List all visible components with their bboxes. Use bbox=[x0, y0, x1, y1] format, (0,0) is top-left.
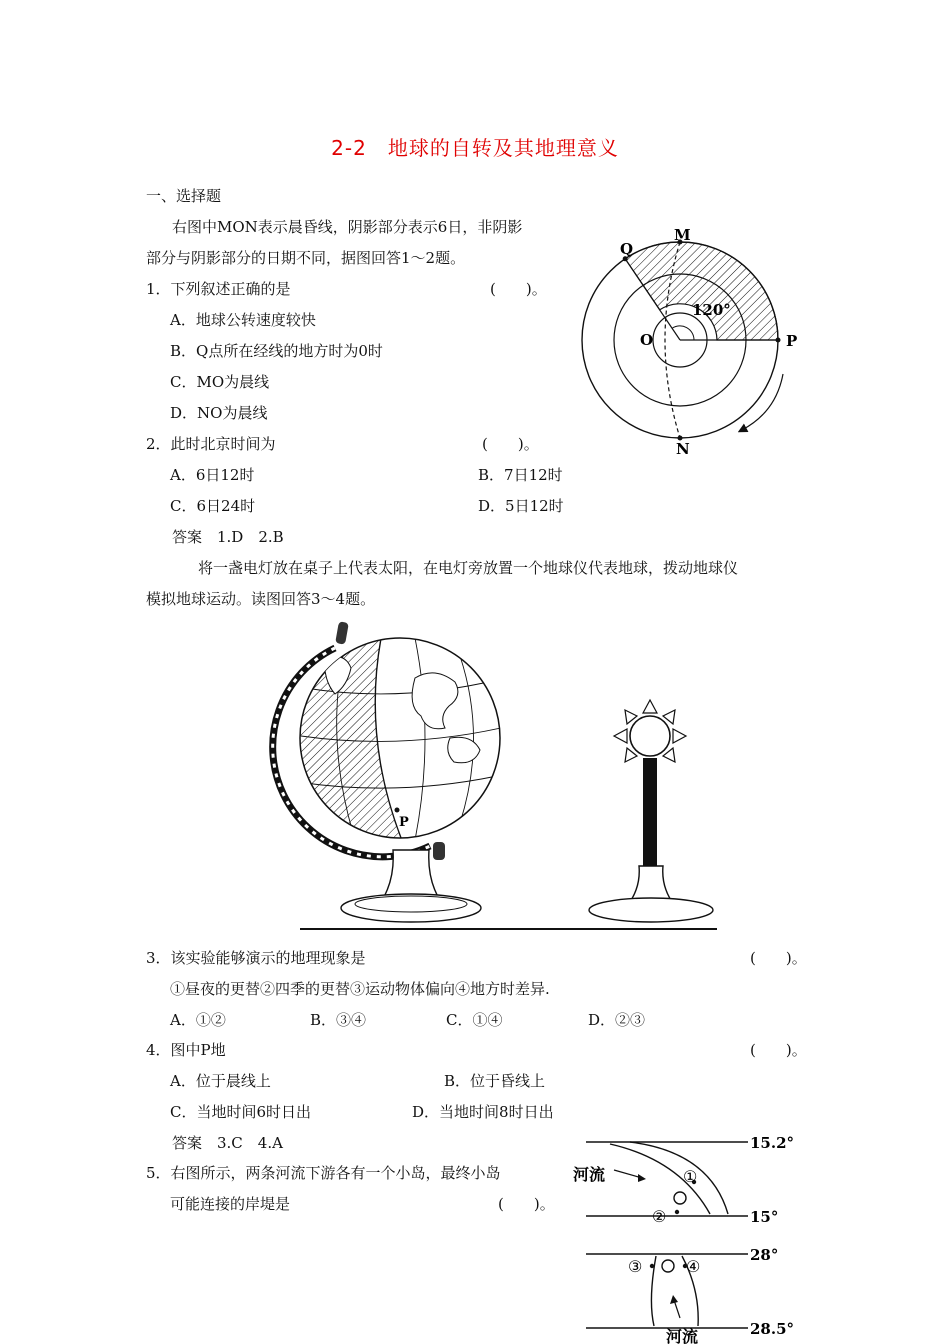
q5-bracket: ( )。 bbox=[498, 1195, 555, 1213]
lower-island bbox=[662, 1260, 674, 1272]
label-o: O bbox=[640, 331, 654, 349]
q3-option-d: D．②③ bbox=[588, 1011, 646, 1029]
q4-bracket: ( )。 bbox=[750, 1041, 807, 1059]
label-circle-1: ① bbox=[683, 1167, 698, 1186]
upper-island bbox=[674, 1192, 686, 1204]
intro2-line1: 将一盏电灯放在桌子上代表太阳，在电灯旁放置一个地球仪代表地球，拨动地球仪 bbox=[198, 559, 739, 577]
q1-stem: 1．下列叙述正确的是 bbox=[146, 280, 291, 298]
intro2-line2: 模拟地球运动。读图回答3～4题。 bbox=[146, 590, 376, 608]
q1-bracket: ( )。 bbox=[490, 280, 547, 298]
q1-option-d: D．NO为晨线 bbox=[170, 404, 268, 422]
section-heading: 一、选择题 bbox=[146, 187, 222, 205]
point-p bbox=[776, 338, 781, 343]
q2-option-c: C．6日24时 bbox=[170, 497, 256, 515]
lamp bbox=[589, 700, 713, 922]
globe-lamp-figure bbox=[265, 618, 725, 938]
q2-option-a: A．6日12时 bbox=[170, 466, 255, 484]
label-river-bottom: 河流 bbox=[666, 1327, 699, 1344]
globe-top-axis bbox=[335, 621, 349, 644]
globe-label-p: P bbox=[399, 815, 409, 830]
label-lat-15: 15° bbox=[750, 1208, 779, 1226]
q2-option-b: B．7日12时 bbox=[478, 466, 563, 484]
label-lat-28-5: 28.5° bbox=[750, 1320, 795, 1338]
label-angle: 120° bbox=[692, 301, 731, 319]
q3-bracket: ( )。 bbox=[750, 949, 807, 967]
q1-option-a: A．地球公转速度较快 bbox=[170, 311, 316, 329]
label-m: M bbox=[674, 226, 691, 244]
page-title: 2-2 地球的自转及其地理意义 bbox=[331, 136, 619, 160]
q2-bracket: ( )。 bbox=[482, 435, 539, 453]
label-circle-2: ② bbox=[652, 1207, 667, 1226]
label-p: P bbox=[786, 332, 798, 350]
q3-option-a: A．①② bbox=[170, 1011, 226, 1029]
globe-point-p bbox=[395, 808, 400, 813]
label-lat-15-2: 15.2° bbox=[750, 1134, 795, 1152]
upper-flow-arrow bbox=[614, 1170, 642, 1178]
answer-3-4: 答案 3.C 4.A bbox=[172, 1134, 283, 1152]
intro1-line2: 部分与阴影部分的日期不同，据图回答1～2题。 bbox=[146, 249, 466, 267]
label-lat-28: 28° bbox=[750, 1246, 779, 1264]
q5-stem-line2: 可能连接的岸堤是 bbox=[170, 1195, 291, 1213]
q3-option-c: C．①④ bbox=[446, 1011, 503, 1029]
q2-stem: 2．此时北京时间为 bbox=[146, 435, 276, 453]
rotation-arrow bbox=[742, 374, 783, 430]
label-n: N bbox=[676, 440, 690, 458]
q1-option-b: B．Q点所在经线的地方时为0时 bbox=[170, 342, 383, 360]
intro1-line1: 右图中MON表示晨昏线，阴影部分表示6日，非阴影 bbox=[172, 218, 523, 236]
label-circle-3: ③ bbox=[628, 1257, 643, 1276]
q1-option-c: C．MO为晨线 bbox=[170, 373, 270, 391]
label-q: Q bbox=[620, 240, 634, 258]
river-island-figure bbox=[570, 1130, 810, 1344]
q4-stem: 4．图中P地 bbox=[146, 1041, 226, 1059]
q2-option-d: D．5日12时 bbox=[478, 497, 564, 515]
q4-option-a: A．位于晨线上 bbox=[170, 1072, 271, 1090]
q4-option-c: C．当地时间6时日出 bbox=[170, 1103, 312, 1121]
polar-terminator-figure bbox=[580, 222, 800, 462]
q3-statements: ①昼夜的更替②四季的更替③运动物体偏向④地方时差异. bbox=[170, 980, 550, 998]
globe-bottom-axis bbox=[433, 842, 445, 860]
label-circle-4: ④ bbox=[686, 1257, 701, 1276]
q4-option-d: D．当地时间8时日出 bbox=[412, 1103, 554, 1121]
label-river-top: 河流 bbox=[573, 1165, 606, 1184]
q3-stem: 3．该实验能够演示的地理现象是 bbox=[146, 949, 366, 967]
lamp-base bbox=[589, 898, 713, 922]
lamp-bulb bbox=[630, 716, 670, 756]
q4-option-b: B．位于昏线上 bbox=[444, 1072, 546, 1090]
q5-stem: 5．右图所示，两条河流下游各有一个小岛，最终小岛 bbox=[146, 1164, 501, 1182]
answer-1-2: 答案 1.D 2.B bbox=[172, 528, 284, 546]
lamp-pole bbox=[643, 758, 657, 866]
q3-option-b: B．③④ bbox=[310, 1011, 367, 1029]
